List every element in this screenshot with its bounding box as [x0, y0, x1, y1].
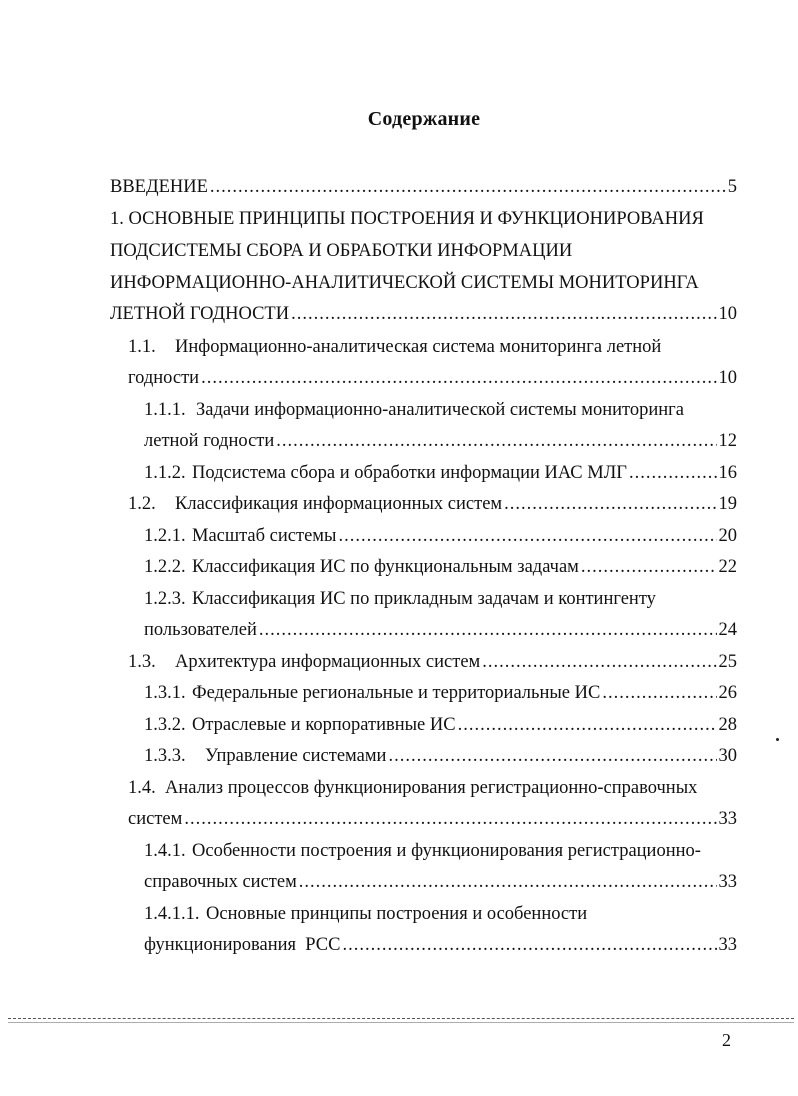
dot-leader — [338, 522, 716, 550]
toc-entry-page: 16 — [718, 463, 737, 483]
toc-entry — [128, 333, 661, 361]
dot-leader — [388, 742, 716, 770]
toc-entry-text: пользователей — [144, 620, 257, 640]
toc-entry-text: Задачи информационно-аналитической системы мониторинга — [196, 400, 684, 420]
toc-entry-text: Управление системами — [205, 746, 387, 766]
toc-entry-text: справочных систем — [144, 872, 297, 892]
toc-entry-page: 33 — [718, 809, 737, 829]
dot-leader — [210, 173, 726, 201]
toc-entry — [128, 648, 737, 676]
toc-entry-page: 33 — [718, 935, 737, 955]
toc-entry-page: 5 — [727, 177, 737, 197]
dot-leader — [458, 711, 717, 739]
toc-entry-text: ЛЕТНОЙ ГОДНОСТИ — [110, 304, 290, 324]
footer-divider — [8, 1018, 794, 1019]
toc-entry-number: 1.1.2. — [144, 463, 186, 483]
dot-leader — [291, 300, 716, 328]
toc-entry-page: 33 — [718, 872, 737, 892]
toc-entry-text: Классификация информационных систем — [175, 494, 503, 514]
toc-entry — [110, 269, 699, 297]
toc-entry-text: систем — [128, 809, 183, 829]
toc-entry-number: 1.1.1. — [144, 400, 186, 420]
toc-entry-text: ИНФОРМАЦИОННО-АНАЛИТИЧЕСКОЙ СИСТЕМЫ МОНИТОРИНГА — [110, 273, 699, 293]
dot-leader — [259, 616, 717, 644]
toc-entry-text: годности — [128, 368, 200, 388]
toc-entry — [128, 805, 737, 833]
toc-entry-number: 1.2.2. — [144, 557, 186, 577]
toc-entry-text: Основные принципы построения и особенности — [206, 904, 588, 924]
toc-entry — [128, 490, 737, 518]
toc-entry-page: 26 — [718, 683, 737, 703]
dot-leader — [276, 427, 716, 455]
toc-entry — [144, 931, 737, 959]
toc-entry — [110, 237, 572, 265]
toc-entry — [144, 711, 737, 739]
toc-entry-text: Масштаб системы — [192, 526, 337, 546]
toc-entry-text: Классификация ИС по прикладным задачам и контингенту — [192, 589, 656, 609]
toc-entry — [144, 837, 701, 865]
toc-entry — [144, 522, 737, 550]
dot-leader — [602, 679, 716, 707]
toc-entry-text: Архитектура информационных систем — [175, 652, 481, 672]
toc-entry-number: 1.3. — [128, 652, 156, 672]
dot-leader — [299, 868, 717, 896]
toc-entry-number: 1.1. — [128, 337, 156, 357]
toc-entry-page: 22 — [718, 557, 737, 577]
toc-entry-number: 1.3.1. — [144, 683, 186, 703]
toc-entry-text: Федеральные региональные и территориальные ИС — [192, 683, 601, 703]
toc-entry-page: 12 — [718, 431, 737, 451]
toc-entry-page: 10 — [718, 304, 737, 324]
toc-entry-page: 30 — [718, 746, 737, 766]
toc-entry — [110, 205, 704, 233]
toc-entry-number: 1.4. — [128, 778, 156, 798]
toc-entry — [144, 616, 737, 644]
toc-entry-page: 19 — [718, 494, 737, 514]
toc-entry-text: функционирования РСС — [144, 935, 341, 955]
toc-entry — [128, 364, 737, 392]
dot-leader — [504, 490, 716, 518]
toc-entry — [144, 585, 656, 613]
dot-leader — [201, 364, 716, 392]
toc-entry — [110, 173, 737, 201]
toc-entry-text: Классификация ИС по функциональным задачам — [192, 557, 579, 577]
toc-entry — [128, 774, 697, 802]
dot-leader — [184, 805, 716, 833]
toc-entry-page: 28 — [718, 715, 737, 735]
toc-entry — [144, 396, 684, 424]
toc-entry — [144, 459, 737, 487]
page-title: Содержание — [367, 108, 481, 130]
toc-entry-page: 20 — [718, 526, 737, 546]
toc-entry-page: 10 — [718, 368, 737, 388]
toc-entry — [144, 553, 737, 581]
toc-entry-number: 1.2.1. — [144, 526, 186, 546]
dot-leader — [342, 931, 716, 959]
toc-entry-number: 1.4.1.1. — [144, 904, 200, 924]
page-number: 2 — [722, 1030, 731, 1050]
toc-entry-text: 1. ОСНОВНЫЕ ПРИНЦИПЫ ПОСТРОЕНИЯ И ФУНКЦИОНИРОВАНИЯ — [110, 209, 704, 229]
toc-entry-text: Анализ процессов функционирования регистрационно-справочных — [165, 778, 698, 798]
toc-entry — [144, 900, 587, 928]
toc-entry-text: Отраслевые и корпоративные ИС — [192, 715, 456, 735]
toc-entry-page: 25 — [718, 652, 737, 672]
toc-entry — [144, 742, 737, 770]
toc-entry-text: ВВЕДЕНИЕ — [110, 177, 208, 197]
toc-entry-text: Подсистема сбора и обработки информации ИАС МЛГ — [192, 463, 627, 483]
toc-entry-number: 1.2.3. — [144, 589, 186, 609]
toc-entry — [144, 679, 737, 707]
toc-entry-number: 1.2. — [128, 494, 156, 514]
dot-leader — [482, 648, 716, 676]
toc-entry — [144, 427, 737, 455]
toc-entry — [110, 300, 737, 328]
toc-entry-number: 1.3.3. — [144, 746, 186, 766]
toc-entry-text: Информационно-аналитическая система мониторинга летной — [175, 337, 662, 357]
toc-entry-page: 24 — [718, 620, 737, 640]
toc-entry-text: ПОДСИСТЕМЫ СБОРА И ОБРАБОТКИ ИНФОРМАЦИИ — [110, 241, 573, 261]
toc-entry-text: Особенности построения и функционирования регистрационно- — [192, 841, 701, 861]
toc-entry — [144, 868, 737, 896]
toc-entry-number: 1.4.1. — [144, 841, 186, 861]
dot-leader — [629, 459, 717, 487]
toc-entry-text: летной годности — [144, 431, 275, 451]
dot-leader — [581, 553, 717, 581]
toc-entry-number: 1.3.2. — [144, 715, 186, 735]
footer-divider-shadow — [8, 1022, 794, 1023]
scan-speck — [776, 738, 779, 741]
